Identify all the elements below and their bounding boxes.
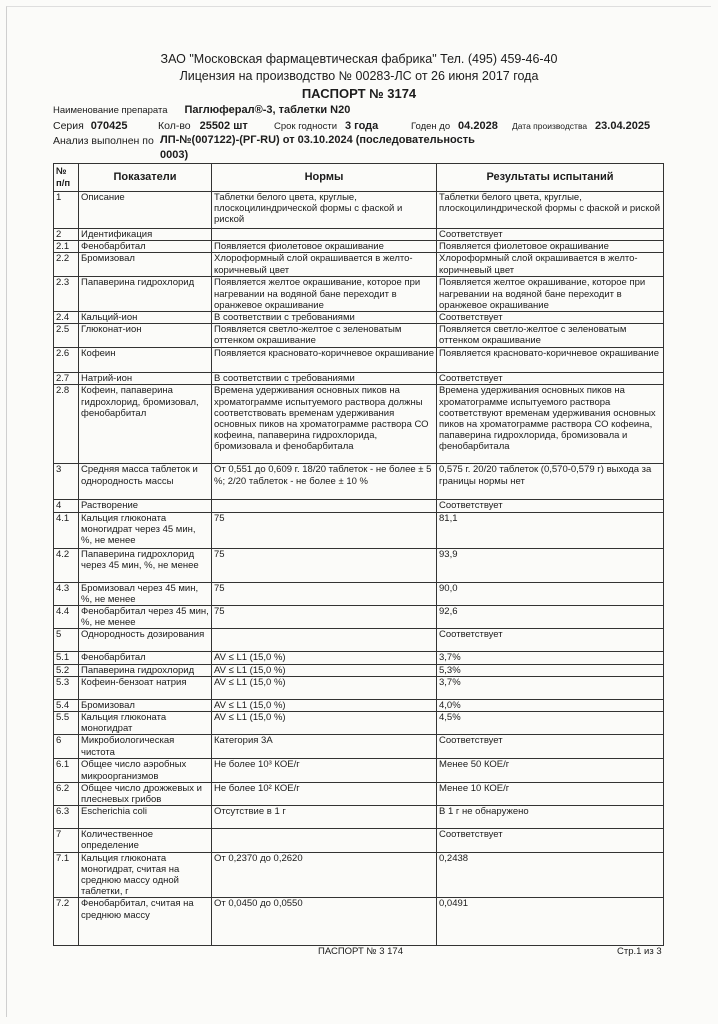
row-result: Соответствует xyxy=(437,829,664,852)
row-number: 4.2 xyxy=(54,548,79,582)
row-indicator: Кофеин-бензоат натрия xyxy=(79,676,212,699)
row-indicator: Бромизовал xyxy=(79,253,212,277)
row-number: 2.1 xyxy=(54,241,79,253)
row-norm: 75 xyxy=(212,606,437,629)
col-header-indicator: Показатели xyxy=(79,164,212,192)
row-result: Соответствует xyxy=(437,229,664,241)
row-indicator: Бромизовал через 45 мин, %, не менее xyxy=(79,582,212,605)
table-body xyxy=(54,192,664,946)
table-row xyxy=(54,735,664,759)
row-norm: AV ≤ L1 (15,0 %) xyxy=(212,652,437,664)
row-result: Появляется красновато-коричневое окрашивание xyxy=(437,348,664,373)
row-norm: Категория 3А xyxy=(212,735,437,759)
table-row xyxy=(54,699,664,711)
row-norm: Появляется желтое окрашивание, которое при нагревании на водяной бане переходит в оранжевое окрашивание xyxy=(212,277,437,312)
row-norm: В соответствии с требованиями xyxy=(212,312,437,324)
production-date-value: 23.04.2025 xyxy=(595,120,651,132)
row-indicator: Escherichia coli xyxy=(79,806,212,829)
row-number: 4.4 xyxy=(54,606,79,629)
row-indicator: Бромизовал xyxy=(79,699,212,711)
table-row xyxy=(54,253,664,277)
row-result: 0,2438 xyxy=(437,852,664,898)
col-header-number: № п/п xyxy=(54,164,79,192)
row-norm: 75 xyxy=(212,582,437,605)
row-indicator: Кофеин xyxy=(79,348,212,373)
row-number: 6.3 xyxy=(54,806,79,829)
company-line: ЗАО "Московская фармацевтическая фабрика" Тел. (495) 459-46-40 xyxy=(160,52,558,66)
table-row xyxy=(54,782,664,805)
row-result: Таблетки белого цвета, круглые, плоскоцилиндрической формы с фаской и риской xyxy=(437,192,664,229)
passport-title: ПАСПОРТ № 3174 xyxy=(301,86,417,101)
row-norm: От 0,551 до 0,609 г. 18/20 таблеток - не более ± 5 %; 2/20 таблеток - не более ± 10 % xyxy=(212,464,437,500)
row-result: 4,5% xyxy=(437,712,664,735)
row-norm: Отсутствие в 1 г xyxy=(212,806,437,829)
row-number: 6 xyxy=(54,735,79,759)
row-number: 5 xyxy=(54,629,79,652)
table-row xyxy=(54,629,664,652)
table-row xyxy=(54,606,664,629)
row-number: 7.1 xyxy=(54,852,79,898)
analysis-value-line2: 0003) xyxy=(160,149,189,161)
table-row xyxy=(54,229,664,241)
row-result: 90,0 xyxy=(437,582,664,605)
row-norm: От 0,2370 до 0,2620 xyxy=(212,852,437,898)
table-row xyxy=(54,348,664,373)
series-row xyxy=(53,120,127,132)
row-result: 3,7% xyxy=(437,676,664,699)
production-date-label: Дата производства xyxy=(512,121,588,131)
row-norm: Появляется красновато-коричневое окрашивание xyxy=(212,348,437,373)
row-indicator: Количественное определение xyxy=(79,829,212,852)
shelf-life-value: 3 года xyxy=(344,120,379,132)
row-norm xyxy=(212,229,437,241)
table-row xyxy=(54,759,664,782)
row-norm: AV ≤ L1 (15,0 %) xyxy=(212,712,437,735)
row-norm: Не более 10³ КОЕ/г xyxy=(212,759,437,782)
row-result: 93,9 xyxy=(437,548,664,582)
row-number: 5.4 xyxy=(54,699,79,711)
valid-until-label: Годен до xyxy=(411,121,451,132)
row-norm: Появляется светло-желтое с зеленоватым оттенком окрашивание xyxy=(212,324,437,348)
table-row xyxy=(54,664,664,676)
row-norm: В соответствии с требованиями xyxy=(212,373,437,385)
row-indicator: Средняя масса таблеток и однородность массы xyxy=(79,464,212,500)
row-indicator: Фенобарбитал, считая на среднюю массу xyxy=(79,898,212,946)
analysis-value-line1: ЛП-№(007122)-(РГ-RU) от 03.10.2024 (последовательность xyxy=(160,134,475,146)
table-row xyxy=(54,548,664,582)
quantity-value: 25502 шт xyxy=(199,120,248,132)
row-norm: Хлороформный слой окрашивается в желто-коричневый цвет xyxy=(212,253,437,277)
table-row xyxy=(54,712,664,735)
row-result: Появляется фиолетовое окрашивание xyxy=(437,241,664,253)
row-indicator: Микробиологическая чистота xyxy=(79,735,212,759)
row-norm xyxy=(212,629,437,652)
row-indicator: Глюконат-ион xyxy=(79,324,212,348)
row-result: 3,7% xyxy=(437,652,664,664)
row-indicator: Однородность дозирования xyxy=(79,629,212,652)
table-row xyxy=(54,373,664,385)
test-results-table xyxy=(53,163,664,946)
table-row xyxy=(54,192,664,229)
analysis-label: Анализ выполнен по xyxy=(53,135,154,147)
row-result: Соответствует xyxy=(437,735,664,759)
row-number: 6.1 xyxy=(54,759,79,782)
table-row xyxy=(54,277,664,312)
row-result: Соответствует xyxy=(437,629,664,652)
row-norm: 75 xyxy=(212,548,437,582)
quantity-label: Кол-во xyxy=(158,120,191,132)
row-result: Хлороформный слой окрашивается в желто-коричневый цвет xyxy=(437,253,664,277)
row-number: 7.2 xyxy=(54,898,79,946)
footer-page-number: Стр.1 из 3 xyxy=(617,946,662,957)
row-number: 1 xyxy=(54,192,79,229)
table-row xyxy=(54,852,664,898)
row-indicator: Натрий-ион xyxy=(79,373,212,385)
row-number: 5.3 xyxy=(54,676,79,699)
row-number: 5.5 xyxy=(54,712,79,735)
row-indicator: Общее число дрожжевых и плесневых грибов xyxy=(79,782,212,805)
table-row xyxy=(54,324,664,348)
row-number: 5.1 xyxy=(54,652,79,664)
table-row xyxy=(54,582,664,605)
footer-passport-number: ПАСПОРТ № 3 174 xyxy=(318,946,403,957)
drug-name-row xyxy=(53,104,350,116)
table-row xyxy=(54,898,664,946)
row-result: Соответствует xyxy=(437,373,664,385)
row-indicator: Общее число аэробных микроорганизмов xyxy=(79,759,212,782)
row-number: 4.3 xyxy=(54,582,79,605)
row-number: 6.2 xyxy=(54,782,79,805)
row-result: 92,6 xyxy=(437,606,664,629)
row-result: 4,0% xyxy=(437,699,664,711)
row-indicator: Фенобарбитал xyxy=(79,652,212,664)
row-indicator: Кальция глюконата моногидрат xyxy=(79,712,212,735)
table-header-row xyxy=(54,164,664,192)
row-number: 2.4 xyxy=(54,312,79,324)
table-row xyxy=(54,464,664,500)
row-indicator: Папаверина гидрохлорид xyxy=(79,664,212,676)
row-indicator: Кальций-ион xyxy=(79,312,212,324)
row-indicator: Фенобарбитал через 45 мин, %, не менее xyxy=(79,606,212,629)
row-number: 2.7 xyxy=(54,373,79,385)
row-norm xyxy=(212,500,437,512)
row-indicator: Идентификация xyxy=(79,229,212,241)
table-row xyxy=(54,312,664,324)
row-number: 2.3 xyxy=(54,277,79,312)
row-result: 5,3% xyxy=(437,664,664,676)
row-number: 2.8 xyxy=(54,385,79,464)
drug-name-label: Наименование препарата xyxy=(53,105,168,116)
table-row xyxy=(54,676,664,699)
row-number: 7 xyxy=(54,829,79,852)
row-norm: Таблетки белого цвета, круглые, плоскоцилиндрической формы с фаской и риской xyxy=(212,192,437,229)
row-norm: Появляется фиолетовое окрашивание xyxy=(212,241,437,253)
valid-until-field xyxy=(411,120,498,132)
shelf-life-field xyxy=(274,120,378,132)
row-norm: AV ≤ L1 (15,0 %) xyxy=(212,676,437,699)
row-number: 2.6 xyxy=(54,348,79,373)
quantity-field xyxy=(158,120,248,132)
row-result: Появляется светло-желтое с зеленоватым оттенком окрашивание xyxy=(437,324,664,348)
row-norm xyxy=(212,829,437,852)
row-indicator: Папаверина гидрохлорид xyxy=(79,277,212,312)
row-number: 3 xyxy=(54,464,79,500)
row-number: 2 xyxy=(54,229,79,241)
row-number: 4 xyxy=(54,500,79,512)
row-norm: Времена удерживания основных пиков на хроматограмме испытуемого раствора должны соответствовать временам удерживания основных пиков на хроматограмме раствора СО кофеина, папаверина гидрохлорида, бромизовала и фенобарбитала xyxy=(212,385,437,464)
production-date-field xyxy=(512,120,650,132)
table-row xyxy=(54,241,664,253)
drug-name-value: Паглюферал®-3, таблетки N20 xyxy=(184,104,351,116)
row-result: 81,1 xyxy=(437,512,664,548)
row-result: Менее 50 КОЕ/г xyxy=(437,759,664,782)
valid-until-value: 04.2028 xyxy=(458,120,498,132)
series-value: 070425 xyxy=(90,120,128,132)
table-row xyxy=(54,829,664,852)
row-indicator: Кальция глюконата моногидрат через 45 мин, %, не менее xyxy=(79,512,212,548)
row-norm: 75 xyxy=(212,512,437,548)
row-norm: AV ≤ L1 (15,0 %) xyxy=(212,664,437,676)
row-result: Соответствует xyxy=(437,312,664,324)
shelf-life-label: Срок годности xyxy=(274,121,338,132)
row-norm: Не более 10² КОЕ/г xyxy=(212,782,437,805)
row-result: Менее 10 КОЕ/г xyxy=(437,782,664,805)
row-number: 5.2 xyxy=(54,664,79,676)
row-indicator: Описание xyxy=(79,192,212,229)
row-result: 0,0491 xyxy=(437,898,664,946)
series-label: Серия xyxy=(53,120,84,132)
row-result: 0,575 г. 20/20 таблеток (0,570-0,579 г) выхода за границы нормы нет xyxy=(437,464,664,500)
row-indicator: Растворение xyxy=(79,500,212,512)
col-header-norms: Нормы xyxy=(212,164,437,192)
col-header-results: Результаты испытаний xyxy=(437,164,664,192)
row-number: 2.2 xyxy=(54,253,79,277)
row-norm: От 0,0450 до 0,0550 xyxy=(212,898,437,946)
row-number: 2.5 xyxy=(54,324,79,348)
row-number: 4.1 xyxy=(54,512,79,548)
row-indicator: Кальция глюконата моногидрат, считая на среднюю массу одной таблетки, г xyxy=(79,852,212,898)
license-line: Лицензия на производство № 00283-ЛС от 26 июня 2017 года xyxy=(179,69,539,83)
row-indicator: Папаверина гидрохлорид через 45 мин, %, не менее xyxy=(79,548,212,582)
row-result: Соответствует xyxy=(437,500,664,512)
table-row xyxy=(54,512,664,548)
row-result: В 1 г не обнаружено xyxy=(437,806,664,829)
row-result: Времена удерживания основных пиков на хроматограмме испытуемого раствора соответствуют временам удерживания основных пиков на хроматограмме раствора СО кофеина, папаверина гидрохлорида, бромизовала и фенобарбитала xyxy=(437,385,664,464)
row-indicator: Фенобарбитал xyxy=(79,241,212,253)
row-result: Появляется желтое окрашивание, которое при нагревании на водяной бане переходит в оранжевое окрашивание xyxy=(437,277,664,312)
table-row xyxy=(54,385,664,464)
table-row xyxy=(54,806,664,829)
row-norm: AV ≤ L1 (15,0 %) xyxy=(212,699,437,711)
row-indicator: Кофеин, папаверина гидрохлорид, бромизовал, фенобарбитал xyxy=(79,385,212,464)
table-row xyxy=(54,652,664,664)
table-row xyxy=(54,500,664,512)
